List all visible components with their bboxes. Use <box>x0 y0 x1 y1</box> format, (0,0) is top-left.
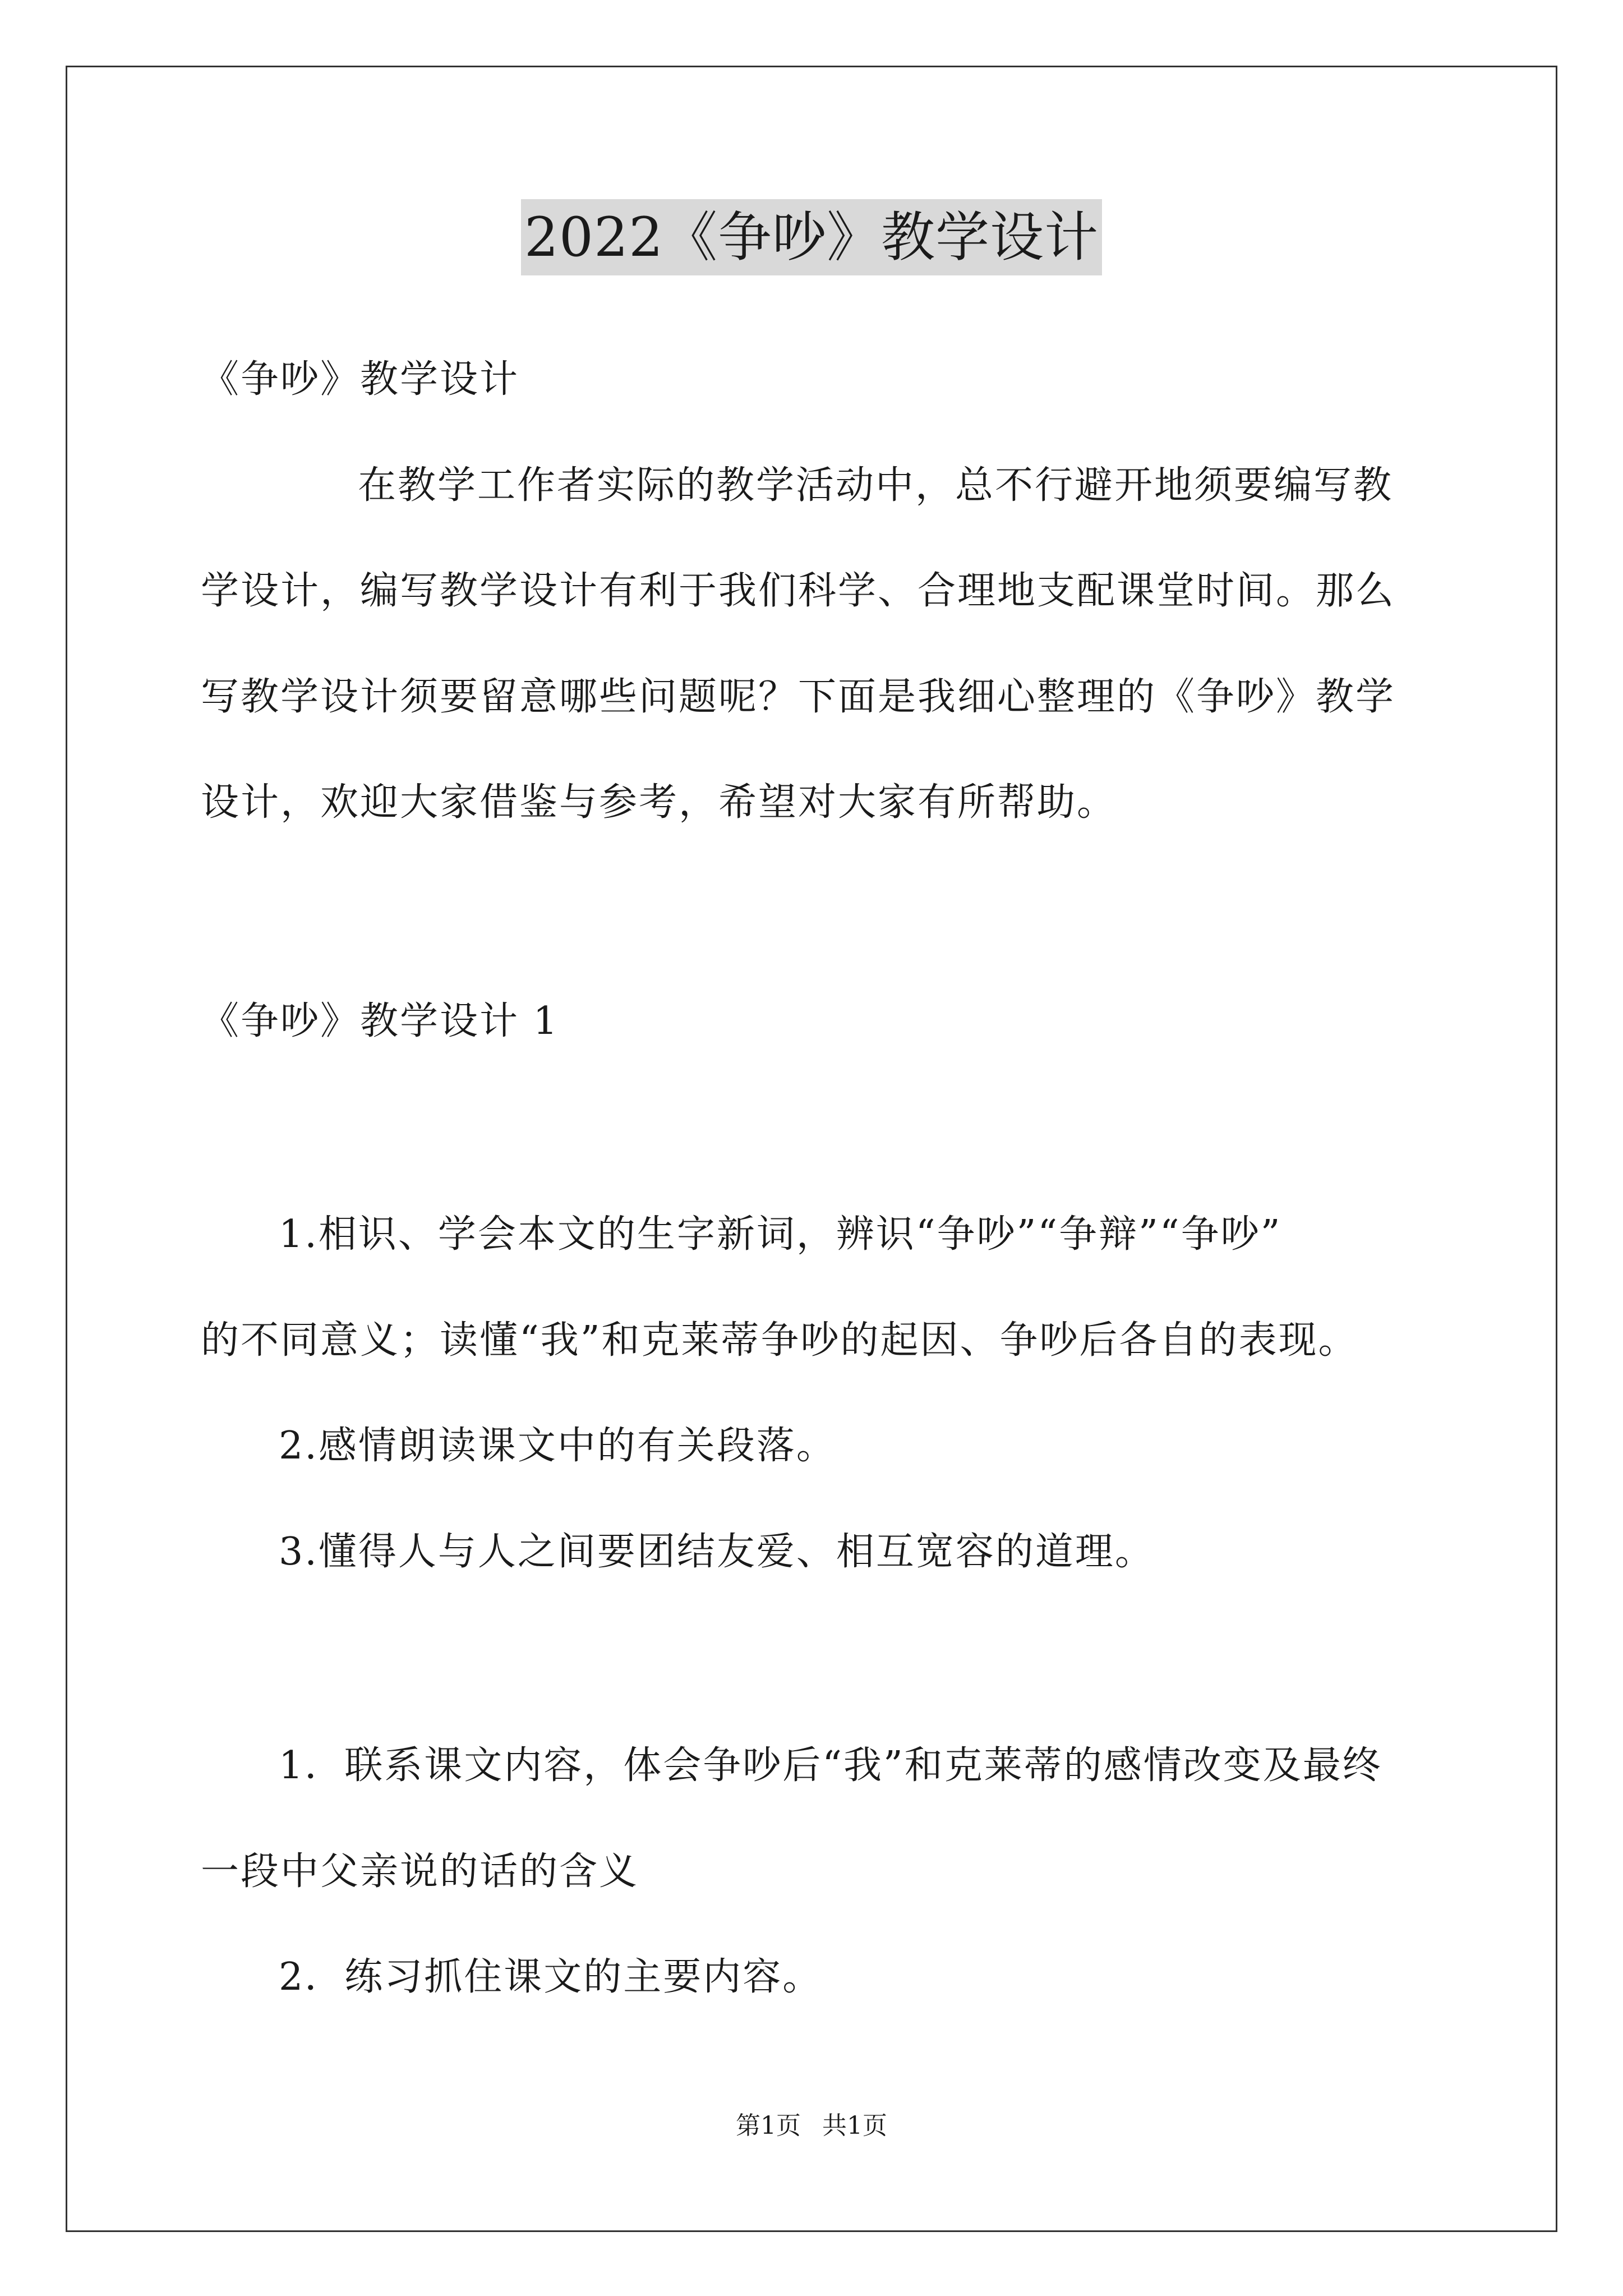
key-point-line-1: 1．联系课文内容，体会争吵后“我”和克莱蒂的感情改变及最终 <box>279 1743 1382 1788</box>
document-subtitle: 《争吵》教学设计 <box>201 357 520 402</box>
goal-line-3: 2.感情朗读课文中的有关段落。 <box>279 1424 836 1468</box>
intro-line-4: 设计，欢迎大家借鉴与参考，希望对大家有所帮助。 <box>201 780 1117 825</box>
intro-line-1: 在教学工作者实际的教学活动中，总不行避开地须要编写教 <box>358 463 1394 508</box>
key-point-line-2: 一段中父亲说的话的含义 <box>201 1849 639 1894</box>
goal-line-2: 的不同意义；读懂“我”和克莱蒂争吵的起因、争吵后各自的表现。 <box>201 1318 1358 1363</box>
intro-line-3: 写教学设计须要留意哪些问题呢？下面是我细心整理的《争吵》教学 <box>201 675 1396 719</box>
section-heading: 《争吵》教学设计 1 <box>201 999 559 1043</box>
page-number: 第1页 <box>736 2111 801 2140</box>
goal-line-1: 1.相识、学会本文的生字新词，辨识“争吵”“争辩”“争吵” <box>279 1212 1282 1257</box>
key-point-line-3: 2．练习抓住课文的主要内容。 <box>279 1955 823 1999</box>
page-total: 共1页 <box>822 2111 887 2140</box>
document-title: 2022《争吵》教学设计 <box>521 199 1102 275</box>
goal-line-4: 3.懂得人与人之间要团结友爱、相互宽容的道理。 <box>279 1530 1155 1574</box>
title-container <box>0 199 1623 275</box>
page-footer <box>0 2109 1623 2143</box>
intro-line-2: 学设计，编写教学设计有利于我们科学、合理地支配课堂时间。那么 <box>201 569 1396 613</box>
